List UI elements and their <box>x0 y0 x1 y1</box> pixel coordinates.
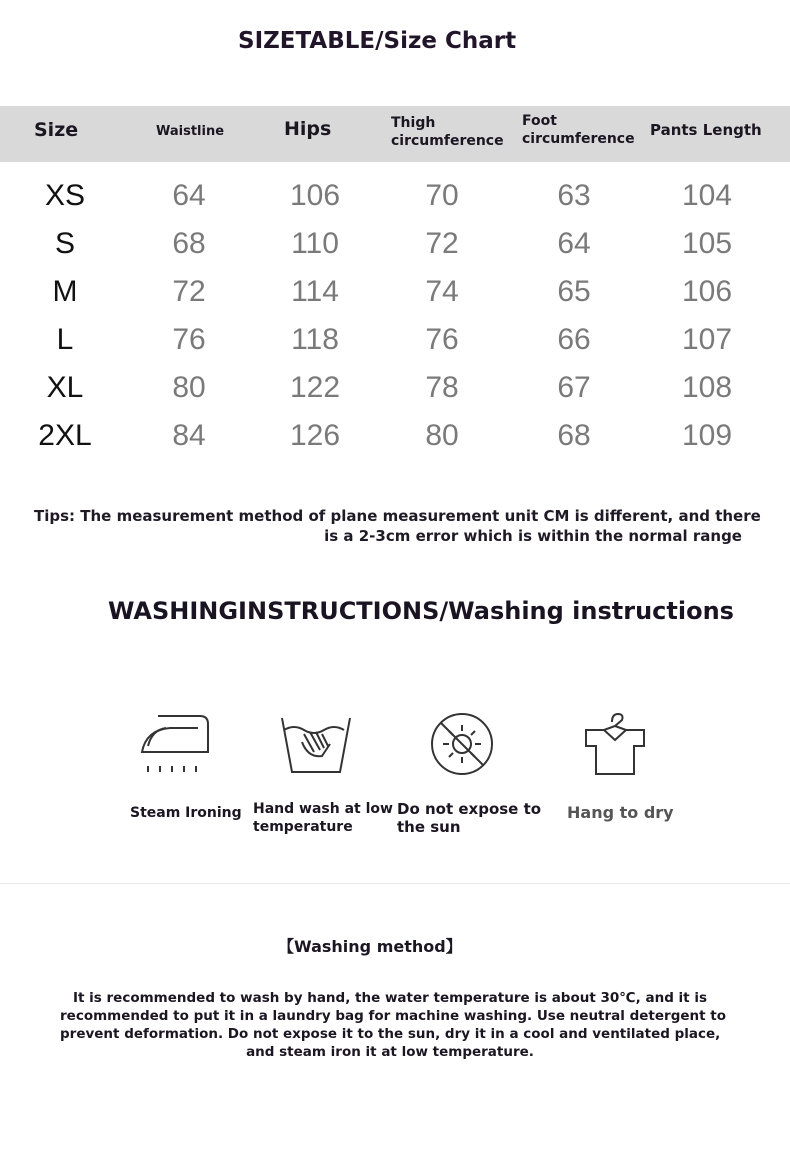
size-table-header <box>0 106 790 162</box>
row-hips: 122 <box>289 371 341 404</box>
header-hips: Hips <box>284 118 332 140</box>
row-waistline: 72 <box>172 275 206 308</box>
row-foot: 68 <box>557 419 591 452</box>
row-foot: 64 <box>557 227 591 260</box>
table-row <box>0 172 790 220</box>
measurement-tips: Tips: The measurement method of plane measurement unit CM is different, and there is a 2-3cm error which is within the normal range <box>34 507 761 545</box>
hand-wash-icon <box>278 712 356 776</box>
table-row <box>0 412 790 460</box>
table-row <box>0 316 790 364</box>
row-size: 2XL <box>38 419 92 452</box>
row-size: XS <box>44 179 86 212</box>
row-pants-length: 104 <box>681 179 733 212</box>
row-thigh: 70 <box>425 179 459 212</box>
row-thigh: 76 <box>425 323 459 356</box>
row-thigh: 74 <box>425 275 459 308</box>
steam-ironing-label: Steam Ironing <box>130 805 242 821</box>
size-chart-title: SIZETABLE/Size Chart <box>238 28 517 54</box>
row-pants-length: 105 <box>681 227 733 260</box>
header-waistline: Waistline <box>156 124 225 139</box>
row-size: M <box>52 275 78 308</box>
header-pants-length: Pants Length <box>650 121 762 139</box>
hand-wash-label: Hand wash at low temperature <box>253 801 393 835</box>
row-hips: 106 <box>289 179 341 212</box>
section-divider <box>0 883 790 884</box>
row-size: S <box>54 227 75 260</box>
header-size: Size <box>34 119 79 141</box>
washing-instructions-title: WASHINGINSTRUCTIONS/Washing instructions <box>108 597 734 625</box>
row-thigh: 72 <box>425 227 459 260</box>
row-waistline: 64 <box>172 179 206 212</box>
row-waistline: 76 <box>172 323 206 356</box>
hang-dry-icon <box>580 710 650 778</box>
row-waistline: 68 <box>172 227 206 260</box>
row-foot: 67 <box>557 371 591 404</box>
row-hips: 110 <box>291 227 339 260</box>
table-row <box>0 364 790 412</box>
row-pants-length: 106 <box>681 275 733 308</box>
row-foot: 63 <box>557 179 591 212</box>
washing-method-text: It is recommended to wash by hand, the water temperature is about 30℃, and it is recommended to put it in a laundry bag for machine washing. Use neutral detergent to prevent deformation. Do not expose it to the sun, dry it in a cool and ventilated place, and steam iron it at low temperature. <box>60 990 727 1060</box>
header-thigh: Thigh circumference <box>391 115 504 149</box>
row-size: XL <box>46 371 84 404</box>
table-row <box>0 268 790 316</box>
row-hips: 118 <box>291 323 339 356</box>
row-pants-length: 108 <box>681 371 733 404</box>
row-waistline: 84 <box>172 419 206 452</box>
row-pants-length: 109 <box>681 419 733 452</box>
row-thigh: 78 <box>425 371 459 404</box>
row-waistline: 80 <box>172 371 206 404</box>
header-foot: Foot circumference <box>522 113 635 147</box>
row-pants-length: 107 <box>681 323 733 356</box>
row-size: L <box>56 323 74 356</box>
row-foot: 66 <box>557 323 591 356</box>
no-sun-icon <box>428 710 496 778</box>
row-thigh: 80 <box>425 419 459 452</box>
washing-method-title: 【Washing method】 <box>278 937 462 956</box>
hang-dry-label: Hang to dry <box>567 803 674 822</box>
row-hips: 126 <box>289 419 341 452</box>
no-sun-label: Do not expose to the sun <box>397 800 542 836</box>
steam-iron-icon <box>138 708 214 778</box>
row-foot: 65 <box>557 275 591 308</box>
row-hips: 114 <box>291 275 339 308</box>
table-row <box>0 220 790 268</box>
